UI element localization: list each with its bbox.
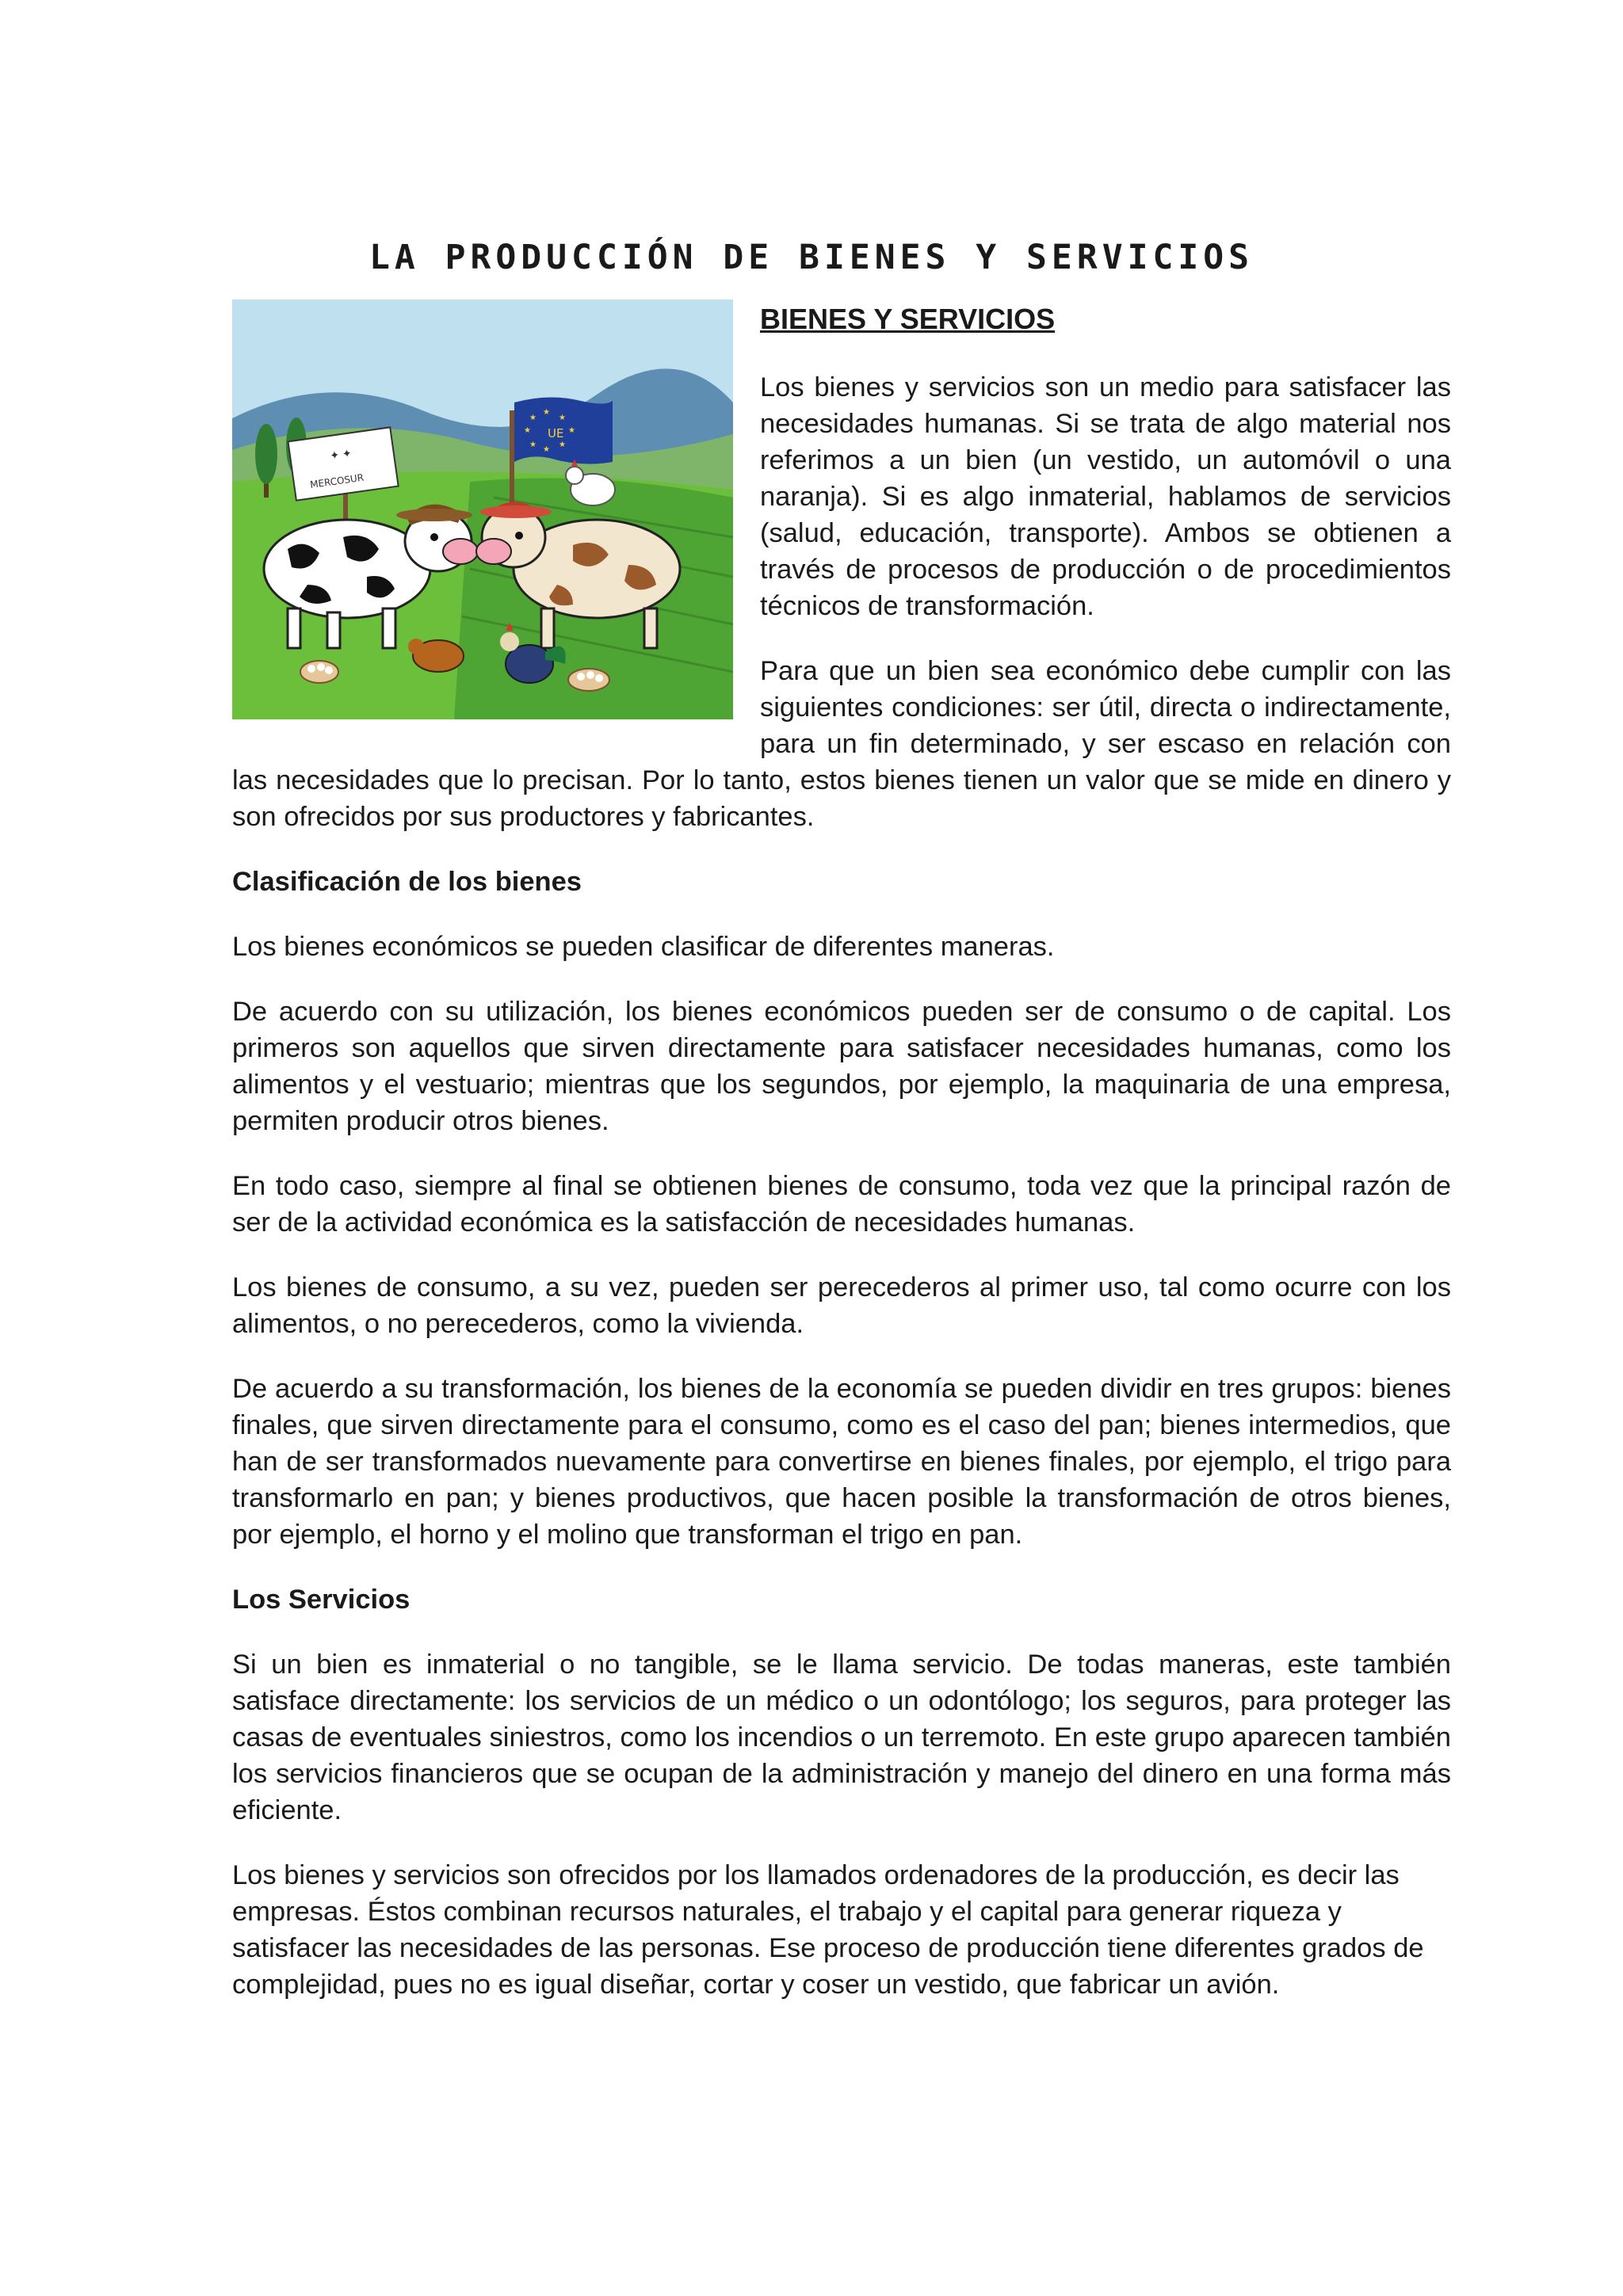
paragraph: Para que un bien sea económico debe cumplir con las siguientes condiciones: ser útil, directa o indirectamente, para un fin determinado, y ser escaso en relación con las necesidades que lo precisan. Por lo tanto, estos bienes tienen un valor que se mide en dinero y son ofrecidos por sus productores y fabricantes.	[232, 656, 1451, 832]
svg-text:✦ ✦: ✦ ✦	[329, 446, 353, 463]
paragraph: Los bienes y servicios son ofrecidos por los llamados ordenadores de la producción, es decir las empresas. Éstos combinan recursos naturales, el trabajo y el capital para generar riqueza y satisfacer las necesidades de las personas. Ese proceso de producción tiene diferentes grados de complejidad, pues no es igual diseñar, cortar y coser un vestido, que fabricar un avión.	[232, 1860, 1424, 2000]
svg-text:★: ★	[543, 445, 550, 454]
paragraph: Los bienes de consumo, a su vez, pueden ser perecederos al primer uso, tal como ocurre con los alimentos, o no perecederos, como la vivienda.	[232, 1272, 1451, 1339]
section-heading-clasificacion: Clasificación de los bienes	[232, 867, 582, 897]
svg-text:★: ★	[529, 414, 537, 422]
paragraph: De acuerdo con su utilización, los bienes económicos pueden ser de consumo o de capital. Los primeros son aquellos que sirven directamente para satisfacer necesidades humanas, como los alimentos y el vestuario; mientras que los segundos, por ejemplo, la maquinaria de una empresa, permiten producir otros bienes.	[232, 997, 1451, 1136]
page-title: LA PRODUCCIÓN DE BIENES Y SERVICIOS	[369, 237, 1254, 277]
paragraph: En todo caso, siempre al final se obtienen bienes de consumo, toda vez que la principal razón de ser de la actividad económica es la satisfacción de necesidades humanas.	[232, 1171, 1451, 1238]
cartoon-illustration	[232, 299, 733, 719]
svg-text:★: ★	[529, 441, 537, 449]
svg-text:UE: UE	[548, 426, 564, 441]
svg-text:★: ★	[568, 426, 575, 435]
paragraph: De acuerdo a su transformación, los bienes de la economía se pueden dividir en tres grupos: bienes finales, que sirven directamente para el consumo, como es el caso del pan; bienes intermedios, que han de ser transformados nuevamente para convertirse en bienes finales, por ejemplo, el trigo para transformarlo en pan; y bienes productivos, que hacen posible la transformación de otros bienes, por ejemplo, el horno y el molino que transforman el trigo en pan.	[232, 1374, 1451, 1550]
paragraph: Los bienes económicos se pueden clasificar de diferentes maneras.	[232, 932, 1055, 962]
section-heading-bienes-servicios: BIENES Y SERVICIOS	[760, 303, 1056, 335]
svg-text:★: ★	[543, 408, 550, 417]
svg-text:MERCOSUR: MERCOSUR	[309, 471, 365, 490]
svg-text:★: ★	[524, 426, 531, 435]
document-body	[232, 299, 1451, 2031]
paragraph: Los bienes y servicios son un medio para satisfacer las necesidades humanas. Si se trata de algo material nos referimos a un bien (un vestido, un automóvil o una naranja). Si es algo inmaterial, hablamos de servicios (salud, educación, transporte). Ambos se obtienen a través de procesos de producción o de procedimientos técnicos de transformación.	[760, 372, 1451, 621]
svg-text:★: ★	[559, 414, 566, 422]
section-heading-servicios: Los Servicios	[232, 1585, 411, 1615]
svg-text:★: ★	[559, 441, 566, 449]
paragraph: Si un bien es inmaterial o no tangible, se le llama servicio. De todas maneras, este también satisface directamente: los servicios de un médico o un odontólogo; los seguros, para proteger las casas de eventuales siniestros, como los incendios o un terremoto. En este grupo aparecen también los servicios financieros que se ocupan de la administración y manejo del dinero en una forma más eficiente.	[232, 1650, 1451, 1825]
